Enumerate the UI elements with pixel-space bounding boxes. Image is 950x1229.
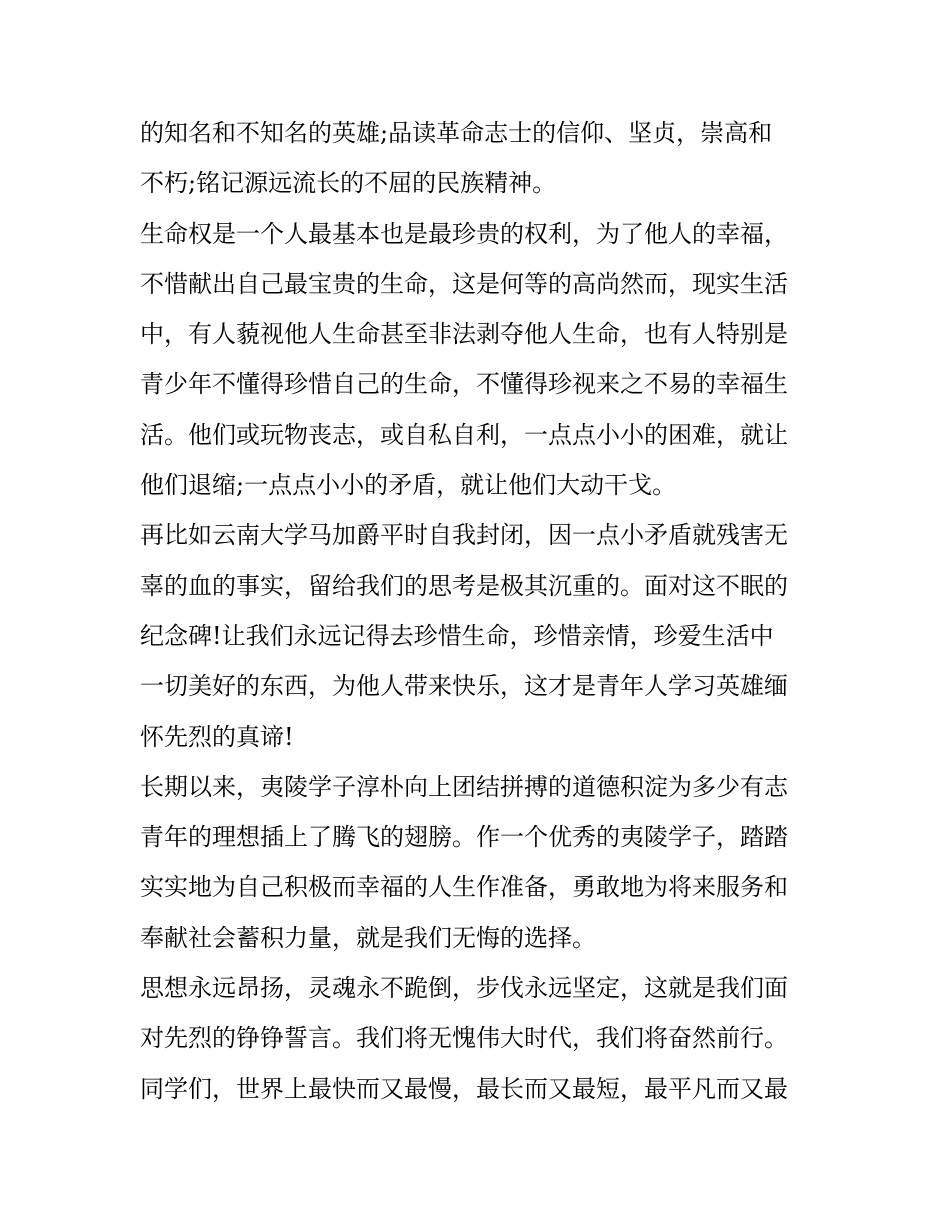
- text-line: 思想永远昂扬，灵魂永不跪倒，步伐永远坚定，这就是我们面: [140, 974, 788, 1003]
- text-line: 长期以来，夷陵学子淳朴向上团结拼搏的道德积淀为多少有志: [140, 772, 788, 801]
- text-line: 对先烈的铮铮誓言。我们将无愧伟大时代，我们将奋然前行。: [140, 1024, 788, 1053]
- text-line: 怀先烈的真谛!: [140, 722, 294, 751]
- text-line: 活。他们或玩物丧志，或自私自利，一点点小小的困难，就让: [140, 420, 788, 449]
- text-line: 青少年不懂得珍惜自己的生命，不懂得珍视来之不易的幸福生: [140, 370, 788, 399]
- text-line: 青年的理想插上了腾飞的翅膀。作一个优秀的夷陵学子，踏踏: [140, 823, 788, 852]
- text-line: 不朽;铭记源远流长的不屈的民族精神。: [140, 169, 557, 198]
- text-line: 生命权是一个人最基本也是最珍贵的权利，为了他人的幸福，: [140, 219, 788, 248]
- text-line: 纪念碑!让我们永远记得去珍惜生命，珍惜亲情，珍爱生活中: [140, 621, 774, 650]
- text-line: 再比如云南大学马加爵平时自我封闭，因一点小矛盾就残害无: [140, 521, 788, 550]
- text-line: 的知名和不知名的英雄;品读革命志士的信仰、坚贞，崇高和: [140, 119, 773, 147]
- text-line: 辜的血的事实，留给我们的思考是极其沉重的。面对这不眠的: [140, 571, 788, 600]
- document-body: [140, 108, 820, 1114]
- text-line: 中，有人藐视他人生命甚至非法剥夺他人生命，也有人特别是: [140, 320, 788, 349]
- text-line: 奉献社会蓄积力量，就是我们无悔的选择。: [140, 923, 596, 952]
- text-line: 实实地为自己积极而幸福的人生作准备，勇敢地为将来服务和: [140, 873, 788, 902]
- text-line: 一切美好的东西，为他人带来快乐，这才是青年人学习英雄缅: [140, 672, 788, 701]
- text-line: 同学们，世界上最快而又最慢，最长而又最短，最平凡而又最: [140, 1074, 788, 1103]
- text-line: 不惜献出自己最宝贵的生命，这是何等的高尚然而，现实生活: [140, 269, 788, 298]
- text-line: 他们退缩;一点点小小的矛盾，就让他们大动干戈。: [140, 471, 677, 500]
